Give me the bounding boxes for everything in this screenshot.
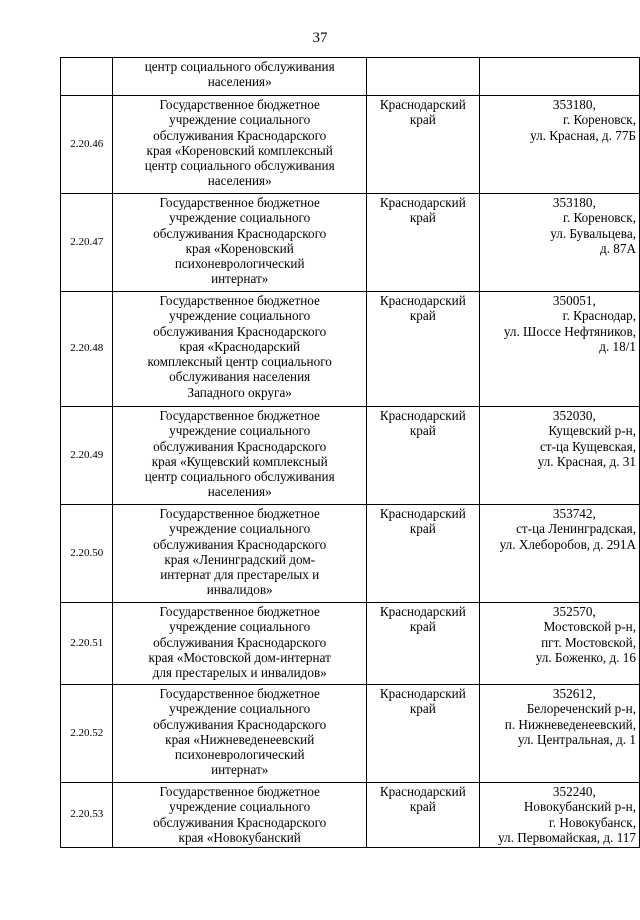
table-row <box>61 783 640 848</box>
page-number: 37 <box>312 30 328 46</box>
region-line: Краснодарский <box>379 686 466 701</box>
table-row <box>61 96 640 194</box>
table-row <box>61 685 640 783</box>
row-number: 2.20.52 <box>61 685 113 783</box>
institution-name-line: для престарелых и инвалидов» <box>152 665 327 681</box>
address <box>479 194 639 292</box>
address-line: Новокубанский р-н, <box>523 799 636 815</box>
institution-name <box>113 58 366 96</box>
region-line: край <box>409 423 436 439</box>
region <box>366 407 479 505</box>
region <box>366 505 479 603</box>
region-line: Краснодарский <box>379 784 466 799</box>
address-line: ул. Боженко, д. 16 <box>535 649 636 665</box>
institution-name-line: Государственное бюджетное <box>159 408 320 423</box>
address-line: ул. Хлеборобов, д. 291А <box>499 536 636 552</box>
address <box>479 783 639 848</box>
institution-name-line: обслуживания населения <box>169 369 311 385</box>
region <box>366 783 479 848</box>
row-number: 2.20.46 <box>61 96 113 194</box>
region <box>366 96 479 194</box>
address-line: ул. Первомайская, д. 117 <box>498 829 636 845</box>
institution-name-line: Государственное бюджетное <box>159 97 320 112</box>
region-line: Краснодарский <box>379 604 466 619</box>
institutions-table <box>60 57 640 848</box>
address-line: ул. Шоссе Нефтяников, <box>503 323 636 339</box>
address-line: 353180, <box>552 195 596 210</box>
table-row <box>61 505 640 603</box>
row-number: 2.20.50 <box>61 505 113 603</box>
table-row <box>61 292 640 407</box>
institution-name-line: психоневрологический <box>174 747 305 763</box>
address-line: 350051, <box>552 293 596 308</box>
region-line: край <box>409 308 436 324</box>
institution-name-line: края «Краснодарский <box>179 338 301 354</box>
address <box>479 685 639 783</box>
institution-name-line: учреждение социального <box>169 423 311 439</box>
address-line: д. 18/1 <box>599 338 636 354</box>
address-line: ст-ца Ленинградская, <box>516 521 636 537</box>
institution-name <box>113 505 366 603</box>
institution-name-line: интернат для престарелых и <box>160 567 320 583</box>
address-line: Мостовской р-н, <box>543 619 636 635</box>
address <box>479 96 639 194</box>
institution-name-line: интернат» <box>211 271 269 287</box>
institution-name-line: края «Мостовской дом-интернат <box>148 649 331 665</box>
institution-name-line: центр социального обслуживания <box>144 469 335 485</box>
address-line: ст-ца Кущевская, <box>539 438 636 454</box>
institution-name-line: обслуживания Краснодарского <box>153 127 327 143</box>
institution-name-line: интернат» <box>211 762 269 778</box>
institution-name-line: Государственное бюджетное <box>159 293 320 308</box>
institution-name <box>113 292 366 407</box>
table-row <box>61 407 640 505</box>
address-line: 352612, <box>552 686 596 701</box>
address <box>479 407 639 505</box>
row-number: 2.20.49 <box>61 407 113 505</box>
institution-name-line: центр социального обслуживания <box>144 158 335 174</box>
address-line: 352570, <box>552 604 596 619</box>
institution-name-line: края «Кущевский комплексный <box>151 453 328 469</box>
institution-name <box>113 407 366 505</box>
region-line: край <box>409 619 436 635</box>
address-line: ул. Бувальцева, <box>550 225 636 241</box>
address-line: Белореченский р-н, <box>526 701 636 717</box>
address <box>479 58 639 96</box>
region-line: край <box>409 701 436 717</box>
region-line: Краснодарский <box>379 293 466 308</box>
row-number: 2.20.48 <box>61 292 113 407</box>
institution-name-line: Государственное бюджетное <box>159 604 320 619</box>
institution-name-line: края «Нижневеденеевский <box>165 731 315 747</box>
address-line: д. 87А <box>599 240 636 256</box>
address-line: ул. Красная, д. 77Б <box>530 127 636 143</box>
address-line: п. Нижневеденеевский, <box>504 716 636 732</box>
institution-name-line: населения» <box>207 484 272 500</box>
institution-name-line: инвалидов» <box>206 582 273 598</box>
institution-name-line: края «Ленинградский дом- <box>164 551 316 567</box>
address <box>479 603 639 685</box>
region <box>366 603 479 685</box>
table-row <box>61 194 640 292</box>
region-line: край <box>409 521 436 537</box>
region <box>366 194 479 292</box>
institution-name-line: комплексный центр социального <box>147 354 332 370</box>
region-line: край <box>409 210 436 226</box>
institution-name-line: обслуживания Краснодарского <box>153 536 327 552</box>
institution-name-line: учреждение социального <box>169 619 311 635</box>
institution-name-line: Государственное бюджетное <box>159 195 320 210</box>
address-line: 353742, <box>552 506 596 521</box>
address-line: ул. Красная, д. 31 <box>537 453 636 469</box>
table-row <box>61 603 640 685</box>
row-number: 2.20.53 <box>61 783 113 848</box>
institution-name <box>113 603 366 685</box>
region-line: Краснодарский <box>379 408 466 423</box>
institution-name-line: населения» <box>207 173 272 189</box>
institution-name-line: обслуживания Краснодарского <box>153 323 327 339</box>
region <box>366 292 479 407</box>
institution-name-line: обслуживания Краснодарского <box>153 438 327 454</box>
address-line: 352030, <box>552 408 596 423</box>
region-line: Краснодарский <box>379 195 466 210</box>
institution-name <box>113 783 366 848</box>
address-line: ул. Центральная, д. 1 <box>517 731 636 747</box>
row-number <box>61 58 113 96</box>
institution-name-line: Западного округа» <box>187 384 292 400</box>
address-line: г. Кореновск, <box>562 210 636 226</box>
institution-name-line: края «Кореновский <box>185 240 294 256</box>
region-line: край <box>409 112 436 128</box>
table-row <box>61 58 640 96</box>
institution-name-line: центр социального обслуживания <box>144 59 335 74</box>
address-line: г. Краснодар, <box>562 308 636 324</box>
institution-name-line: учреждение социального <box>169 210 311 226</box>
address-line: г. Новокубанск, <box>548 814 636 830</box>
institution-name <box>113 194 366 292</box>
institution-name <box>113 96 366 194</box>
address-line: Кущевский р-н, <box>548 423 636 439</box>
institution-name-line: обслуживания Краснодарского <box>153 716 327 732</box>
institution-name-line: Государственное бюджетное <box>159 686 320 701</box>
institution-name-line: Государственное бюджетное <box>159 506 320 521</box>
institution-name-line: Государственное бюджетное <box>159 784 320 799</box>
region <box>366 58 479 96</box>
institution-name-line: учреждение социального <box>169 701 311 717</box>
region-line: Краснодарский <box>379 97 466 112</box>
institution-name-line: края «Кореновский комплексный <box>146 142 333 158</box>
address <box>479 292 639 407</box>
address-line: 353180, <box>552 97 596 112</box>
region-line: край <box>409 799 436 815</box>
row-number: 2.20.51 <box>61 603 113 685</box>
institution-name-line: учреждение социального <box>169 799 311 815</box>
address-line: пгт. Мостовской, <box>541 634 636 650</box>
table-body <box>61 58 640 848</box>
institution-name-line: учреждение социального <box>169 112 311 128</box>
institution-name-line: населения» <box>207 74 272 90</box>
institution-name <box>113 685 366 783</box>
institution-name-line: края «Новокубанский <box>178 829 301 845</box>
institution-name-line: обслуживания Краснодарского <box>153 634 327 650</box>
row-number: 2.20.47 <box>61 194 113 292</box>
region <box>366 685 479 783</box>
region-line: Краснодарский <box>379 506 466 521</box>
address-line: 352240, <box>552 784 596 799</box>
institution-name-line: учреждение социального <box>169 308 311 324</box>
address-line: г. Кореновск, <box>562 112 636 128</box>
address <box>479 505 639 603</box>
institution-name-line: учреждение социального <box>169 521 311 537</box>
institution-name-line: обслуживания Краснодарского <box>153 814 327 830</box>
institution-name-line: психоневрологический <box>174 256 305 272</box>
institution-name-line: обслуживания Краснодарского <box>153 225 327 241</box>
